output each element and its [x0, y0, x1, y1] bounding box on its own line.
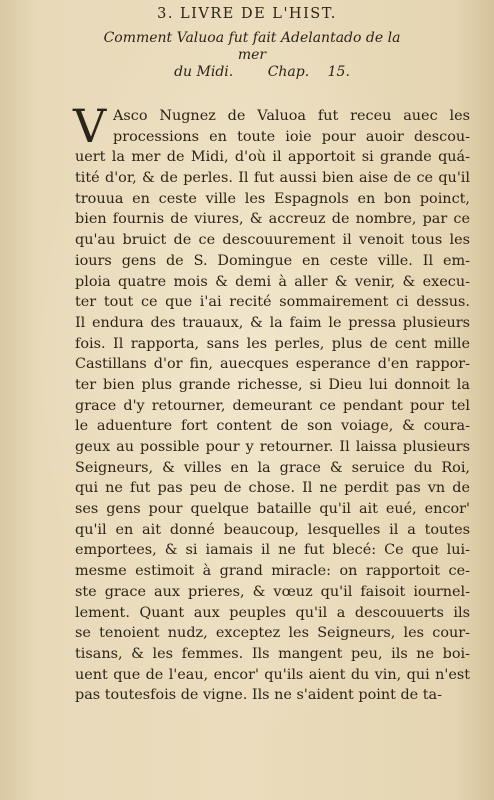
text-line: pas toutesfois de vigne. Ils ne s'aident point de ta- — [75, 687, 442, 704]
text-line: ter bien plus grande richesse, si Dieu lui donnoit la — [75, 376, 470, 393]
text-line: grace d'y retourner, demeurant ce pendant pour tel — [75, 397, 470, 414]
text-line: tité d'or, & de perles. Il fut aussi bien aise de ce qu'il — [75, 170, 470, 187]
text-line: bien fournis de viures, & accreuz de nombre, par ce — [75, 211, 470, 228]
text-line: geux au possible pour y retourner. Il laissa plusieurs — [75, 439, 470, 455]
text-line: fois. Il rapporta, sans les perles, plus de cent mille — [75, 335, 470, 352]
text-line: tisans, & les femmes. Ils mangent peu, ils ne boi- — [75, 645, 470, 662]
text-line: iours gens de S. Domingue en ceste ville. Il em- — [75, 252, 470, 269]
body-text — [73, 99, 470, 706]
drop-cap: V — [73, 99, 107, 153]
text-line: mesme estimoit à grand miracle: on rapportoit ce- — [75, 563, 470, 580]
text-line: qui ne fut pas peu de chose. Il ne perdit pas vn de — [75, 480, 470, 497]
text-line: ter tout ce que i'ai recité sommairement ci dessus. — [75, 294, 470, 311]
running-head: 3. LIVRE DE L'HIST. — [157, 6, 337, 22]
text-line: se tenoient nudz, exceptez les Seigneurs, les cour- — [75, 625, 470, 642]
chapter-label: Chap. — [267, 64, 310, 80]
text-line: ste grace aux prieres, & vœuz qu'il faisoit iournel- — [75, 583, 470, 600]
text-line: qu'il en ait donné beaucoup, lesquelles il a toutes — [75, 521, 470, 538]
text-line: ses gens pour quelque bataille qu'il ait eué, encor' — [75, 501, 470, 518]
text-line: uert la mer de Midi, d'où il apportoit si grande quá- — [75, 149, 470, 166]
chapter-number: 15. — [327, 64, 350, 80]
text-line: emportees, & si iamais il ne fut blecé: Ce que lui- — [75, 542, 470, 559]
text-line: Castillans d'or fin, auecques esperance d'en rappor- — [75, 356, 470, 373]
text-line: le aduenture fort content de son voiage, & coura- — [75, 418, 470, 435]
text-line: Asco Nugnez de Valuoa fut receu auec les — [113, 108, 470, 124]
chapter-title — [92, 30, 412, 81]
chapter-title-line1: Comment Valuoa fut fait Adelantado de la mer — [103, 30, 401, 63]
text-line: ploia quatre mois & demi à aller & venir, & execu- — [75, 273, 470, 290]
text-line: trouua en ceste ville les Espagnols en bon poinct, — [75, 190, 470, 207]
text-line: Seigneurs, & villes en la grace & seruice du Roi, — [75, 459, 470, 476]
text-line: uent que de l'eau, encor' qu'ils aient du vin, qui n'est — [75, 666, 470, 683]
text-line: qu'au bruict de ce descouurement il venoit tous les — [75, 232, 470, 249]
chapter-title-place: du Midi. — [174, 64, 234, 80]
text-line: Il endura des trauaux, & la faim le pressa plusieurs — [75, 314, 470, 331]
chapter-title-line2 — [92, 64, 412, 81]
text-line: lement. Quant aux peuples qu'il a descouuerts ils — [75, 604, 470, 621]
text-line: processions en toute ioie pour auoir descou- — [113, 128, 470, 145]
